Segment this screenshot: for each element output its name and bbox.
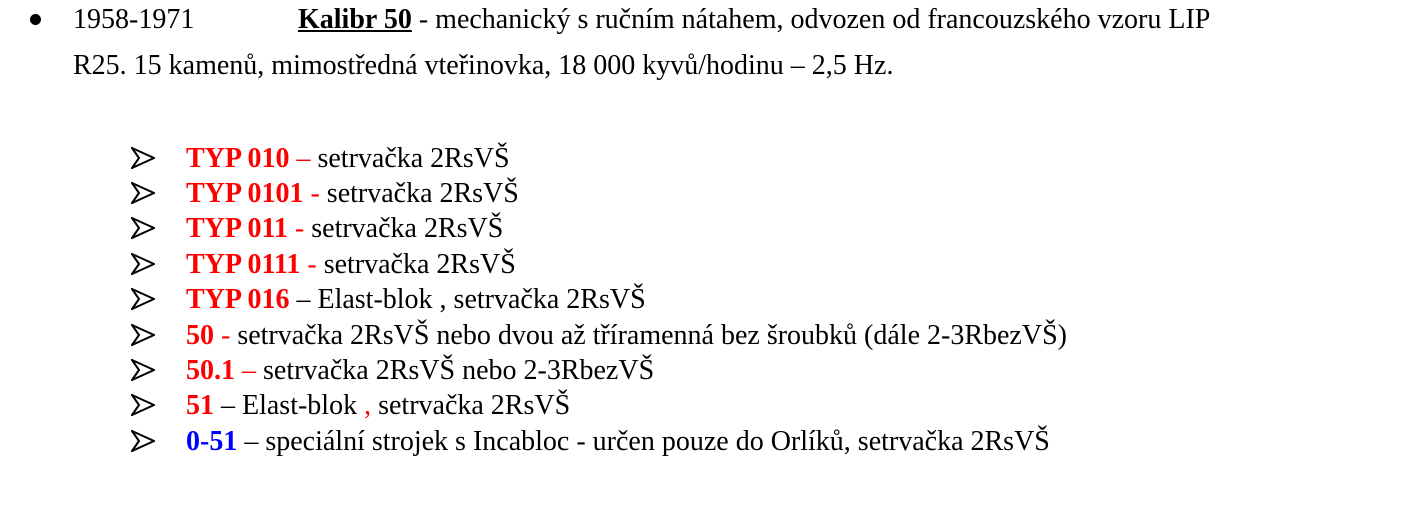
arrow-bullet-icon [131, 394, 155, 416]
caliber-description-text: - mechanický s ručním nátahem, odvozen od francouzského vzoru LIP [411, 4, 1211, 35]
separator: - [303, 178, 320, 209]
separator: - [287, 213, 305, 244]
separator: – [289, 143, 311, 174]
separator: – [235, 355, 256, 386]
type-code: TYP 0101 [186, 178, 304, 209]
type-description: setrvačka 2RsVŠ [319, 178, 519, 209]
caliber-name: Kalibr 50 [298, 4, 412, 35]
type-description: setrvačka 2RsVŠ nebo 2-3RbezVŠ [256, 355, 655, 386]
arrow-bullet-icon [131, 182, 155, 204]
type-description: setrvačka 2RsVŠ [310, 143, 510, 174]
arrow-bullet-icon [131, 217, 155, 239]
type-description: setrvačka 2RsVŠ nebo dvou až tříramenná bez šroubků (dále 2-3RbezVŠ) [230, 320, 1067, 351]
type-description: setrvačka 2RsVŠ [304, 213, 504, 244]
arrow-bullet-icon [131, 288, 155, 310]
type-code: TYP 010 [186, 143, 290, 174]
arrow-bullet-icon [131, 147, 155, 169]
bullet-dot-icon [30, 14, 41, 25]
caliber-description-line2: R25. 15 kamenů, mimostředná vteřinovka, 18 000 kyvů/hodinu – 2,5 Hz. [73, 50, 894, 81]
arrow-bullet-icon [131, 359, 155, 381]
separator: - [300, 249, 317, 280]
type-description-continued: setrvačka 2RsVŠ [371, 390, 571, 421]
arrow-bullet-icon [131, 430, 155, 452]
type-code: 0-51 [186, 426, 238, 457]
type-code: 50 [186, 320, 214, 351]
type-description: setrvačka 2RsVŠ [316, 249, 516, 280]
arrow-bullet-icon [131, 253, 155, 275]
type-code: TYP 011 [186, 213, 288, 244]
type-code: 51 [186, 390, 214, 421]
separator: - [214, 320, 231, 351]
caliber-description-line1 [298, 4, 1210, 36]
arrow-bullet-icon [131, 324, 155, 346]
type-code: 50.1 [186, 355, 235, 386]
years-range: 1958-1971 [73, 4, 195, 35]
separator: , [357, 390, 372, 421]
type-description: – speciální strojek s Incabloc - určen pouze do Orlíků, setrvačka 2RsVŠ [237, 426, 1050, 457]
type-code: TYP 016 [186, 284, 290, 315]
type-code: TYP 0111 [186, 249, 301, 280]
type-description: – Elast-blok , setrvačka 2RsVŠ [289, 284, 646, 315]
type-description: – Elast-blok [214, 390, 358, 421]
